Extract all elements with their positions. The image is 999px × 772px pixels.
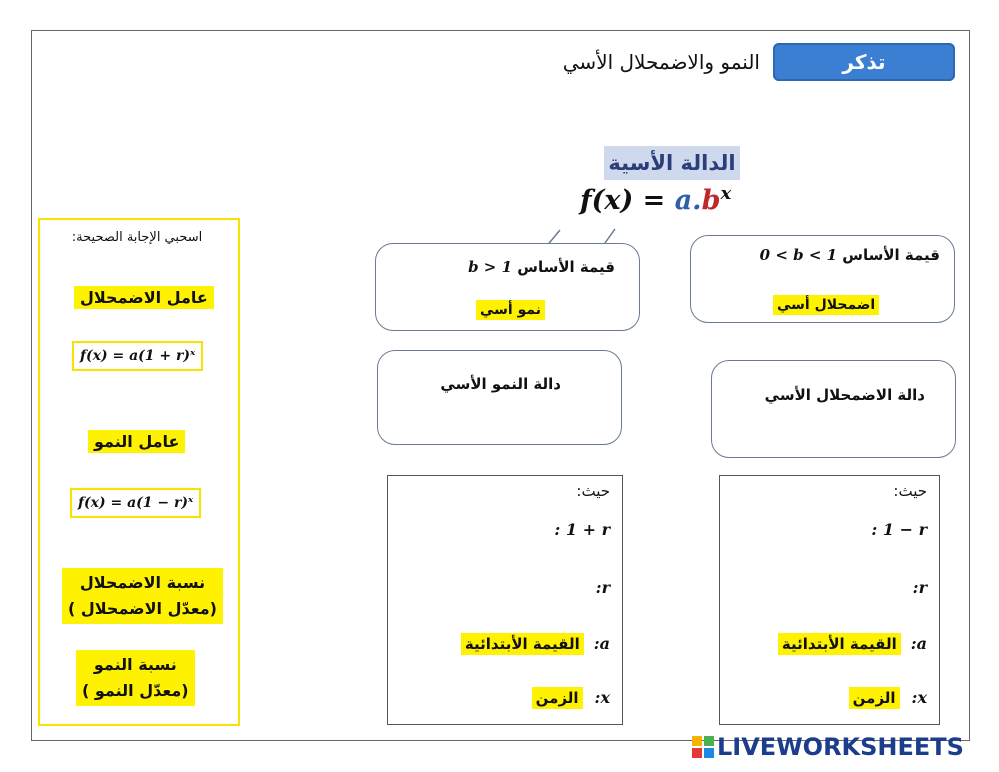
growth-answer-label: نمو أسي [476,300,545,320]
drag-chip-decay-factor[interactable]: عامل الاضمحلال [74,286,214,309]
growth-x-label: :x [594,688,610,707]
growth-condition-label: قيمة الأساس [517,258,615,276]
answer-bank-instruction: اسحبي الإجابة الصحيحة: [71,230,203,245]
growth-where: حيث: [576,482,610,500]
exponential-formula [580,183,731,216]
decay-base-bubble [690,235,955,323]
definition-title: الدالة الأسية [604,146,740,180]
decay-rate-line2: (معدّل الاضمحلال ) [68,599,217,618]
growth-function-label: دالة النمو الأسي [440,375,561,393]
decay-x-answer: الزمن [849,687,900,709]
drag-chip-growth-formula[interactable]: f(x) = a(1 + r)ˣ [72,341,203,371]
drag-chip-decay-rate[interactable] [62,568,223,624]
decay-rate-line1: نسبة الاضمحلال [79,573,206,592]
growth-details-box [387,475,623,725]
growth-factor-row: : 1 + r [554,520,610,539]
growth-r-row: :r [595,578,610,597]
decay-a-answer: القيمة الأبتدائية [778,633,901,655]
growth-a-row [461,634,610,653]
growth-answer [476,299,545,318]
growth-x-answer: الزمن [532,687,583,709]
answer-bank-panel [38,218,240,726]
formula-a: a. [674,185,702,216]
lesson-title: النمو والاضمحلال الأسي [562,50,760,74]
decay-details-box [719,475,940,725]
growth-condition [468,258,615,276]
decay-factor-row: : 1 − r [871,520,927,539]
decay-function-bubble [711,360,956,458]
formula-b: b [701,185,721,216]
remember-button[interactable]: تذكر [773,43,955,81]
growth-a-answer: القيمة الأبتدائية [461,633,584,655]
growth-function-bubble [377,350,622,445]
drag-chip-growth-factor[interactable]: عامل النمو [88,430,185,453]
decay-answer [773,294,879,313]
decay-x-label: :x [911,688,927,707]
decay-condition-math: 0 < b < 1 [759,246,838,264]
decay-a-label: :a [910,634,927,653]
formula-exponent: x [720,183,732,204]
drag-chip-growth-rate[interactable] [76,650,195,706]
decay-a-row [778,634,927,653]
growth-rate-line1: نسبة النمو [93,655,177,674]
growth-rate-line2: (معدّل النمو ) [82,681,189,700]
decay-r-row: :r [912,578,927,597]
growth-a-label: :a [593,634,610,653]
decay-x-row [849,688,927,707]
formula-prefix: f(x) = [580,185,675,216]
decay-function-label: دالة الاضمحلال الأسي [764,386,925,404]
decay-answer-label: اضمحلال أسي [773,295,879,315]
logo-text: LIVEWORKSHEETS [717,733,964,761]
decay-where: حيث: [893,482,927,500]
growth-condition-math: b > 1 [468,258,513,276]
decay-condition [760,246,940,264]
decay-condition-label: قيمة الأساس [842,246,940,264]
liveworksheets-logo [692,733,964,761]
drag-chip-decay-formula[interactable]: f(x) = a(1 − r)ˣ [70,488,201,518]
logo-grid-icon [692,736,714,758]
growth-x-row [532,688,610,707]
growth-base-bubble [375,243,640,331]
